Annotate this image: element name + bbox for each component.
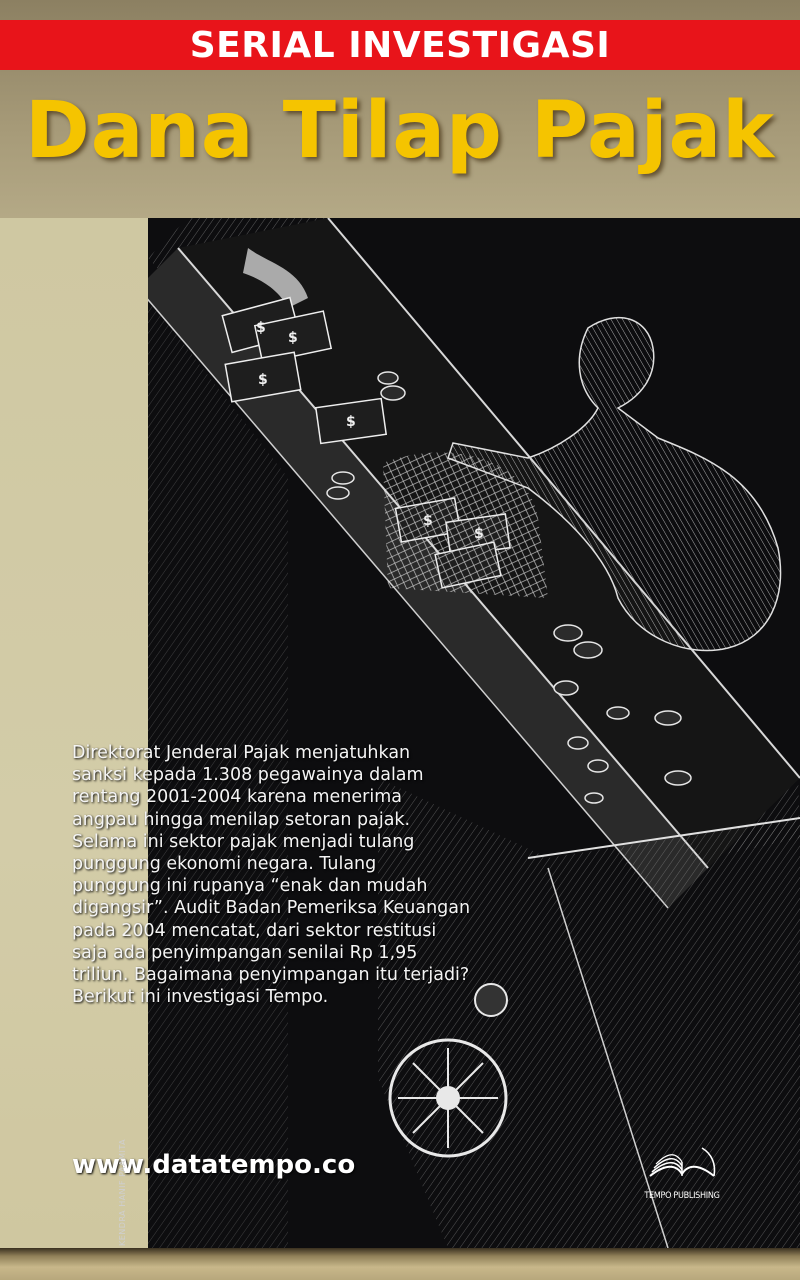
- blurb-line: sanksi kepada 1.308 pegawainya dalam: [72, 765, 424, 786]
- blurb-line: digangsir”. Audit Badan Pemeriksa Keuangan: [72, 898, 471, 919]
- blurb-line: Berikut ini investigasi Tempo.: [72, 987, 329, 1008]
- conveyor-belt-illustration: [148, 218, 800, 1248]
- illustrator-credit: KENDRA HANIF PAAMITA: [118, 1138, 127, 1246]
- blurb-line: punggung ekonomi negara. Tulang: [72, 854, 377, 875]
- blurb-line: punggung ini rupanya “enak dan mudah: [72, 876, 428, 897]
- book-icon: [640, 1140, 724, 1186]
- blurb-line: Direktorat Jenderal Pajak menjatuhkan: [72, 743, 411, 763]
- svg-text:$: $: [288, 330, 298, 346]
- blurb-line: rentang 2001-2004 karena menerima: [72, 787, 402, 808]
- blurb-line: angpau hingga menilap setoran pajak.: [72, 809, 411, 830]
- publisher-logo: [640, 1140, 724, 1201]
- cover-blurb: [72, 742, 482, 1008]
- left-margin-strip: [0, 218, 148, 1248]
- svg-text:$: $: [346, 414, 356, 430]
- blurb-line: Selama ini sektor pajak menjadi tulang: [72, 831, 415, 852]
- cover-title: Dana Tilap Pajak: [25, 86, 775, 176]
- website-link[interactable]: www.datatempo.co: [72, 1150, 356, 1180]
- series-banner: [0, 20, 800, 70]
- blurb-line: pada 2004 mencatat, dari sektor restitusi: [72, 920, 437, 941]
- cover-illustration: [148, 218, 800, 1248]
- blurb-line: saja ada penyimpangan senilai Rp 1,95: [72, 942, 418, 963]
- blurb-line: triliun. Bagaimana penyimpangan itu terjadi?: [72, 965, 470, 986]
- publisher-name: TEMPO PUBLISHING: [644, 1191, 720, 1201]
- series-label: SERIAL INVESTIGASI: [189, 24, 611, 66]
- svg-text:$: $: [256, 320, 266, 336]
- bottom-edge: [0, 1248, 800, 1280]
- svg-text:$: $: [258, 372, 268, 388]
